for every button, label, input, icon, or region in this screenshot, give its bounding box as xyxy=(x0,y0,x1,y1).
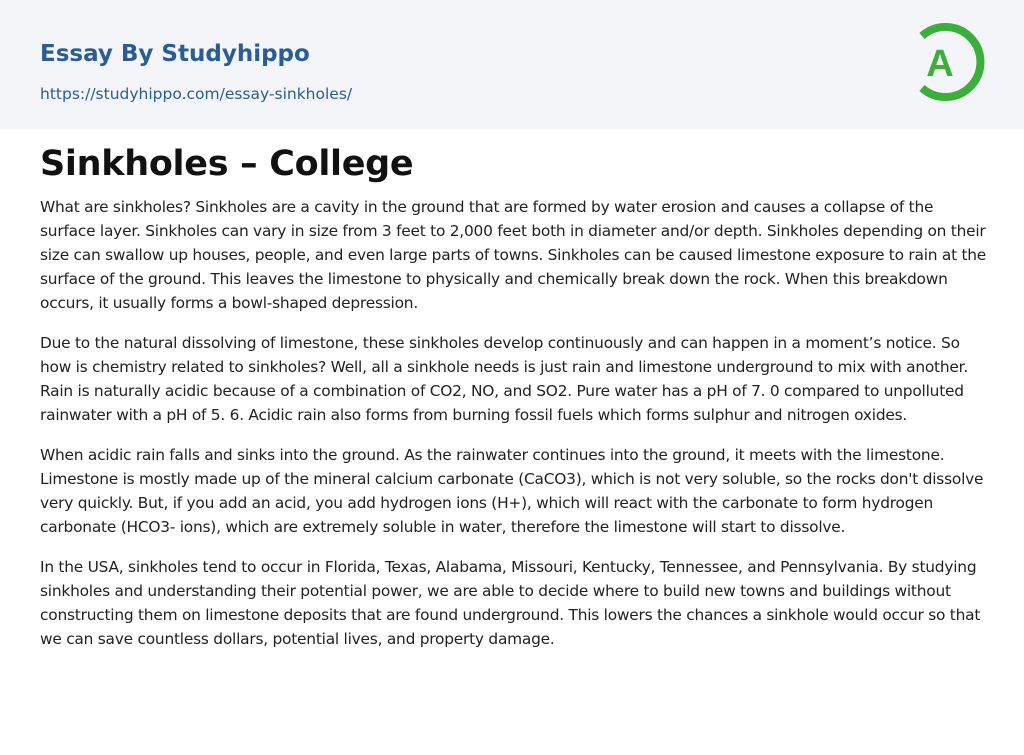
essay-paragraph: Due to the natural dissolving of limestone, these sinkholes develop continuously and can happen in a moment’s notice. So how is chemistry related to sinkholes? Well, all a sinkhole needs is just rain and limestone underground to mix with another. Rain is naturally acidic because of a combination of CO2, NO, and SO2. Pure water has a pH of 7. 0 compared to unpolluted rainwater with a pH of 5. 6. Acidic rain also forms from burning fossil fuels which forms sulphur and nitrogen oxides. xyxy=(40,334,969,424)
site-header xyxy=(0,0,1024,129)
site-name[interactable]: Essay By Studyhippo xyxy=(40,41,310,67)
essay-body xyxy=(40,195,990,667)
essay-paragraph: In the USA, sinkholes tend to occur in Florida, Texas, Alabama, Missouri, Kentucky, Tennessee, and Pennsylvania. By studying sinkholes and understanding their potential power, we are able to decide where to build new towns and buildings without constructing them on limestone deposits that are found underground. This lowers the chances a sinkhole would occur so that we can save countless dollars, potential lives, and property damage. xyxy=(40,558,981,648)
page-title: Sinkholes – College xyxy=(40,144,414,184)
logo-letter: A xyxy=(926,43,954,85)
essay-paragraph: What are sinkholes? Sinkholes are a cavity in the ground that are formed by water erosion and causes a collapse of the surface layer. Sinkholes can vary in size from 3 feet to 2,000 feet both in diameter and/or depth. Sinkholes depending on their size can swallow up houses, people, and even large parts of towns. Sinkholes can be caused limestone exposure to rain at the surface of the ground. This leaves the limestone to physically and chemically break down the rock. When this breakdown occurs, it usually forms a bowl-shaped depression. xyxy=(40,198,987,312)
essay-url-link[interactable]: https://studyhippo.com/essay-sinkholes/ xyxy=(40,85,353,103)
essay-paragraph: When acidic rain falls and sinks into the ground. As the rainwater continues into the ground, it meets with the limestone. Limestone is mostly made up of the mineral calcium carbonate (CaCO3), which is not very soluble, so the rocks don't dissolve very quickly. But, if you add an acid, you add hydrogen ions (H+), which will react with the carbonate to form hydrogen carbonate (HCO3- ions), which are extremely soluble in water, therefore the limestone will start to dissolve. xyxy=(40,446,984,536)
studyhippo-logo-icon[interactable] xyxy=(912,19,986,105)
